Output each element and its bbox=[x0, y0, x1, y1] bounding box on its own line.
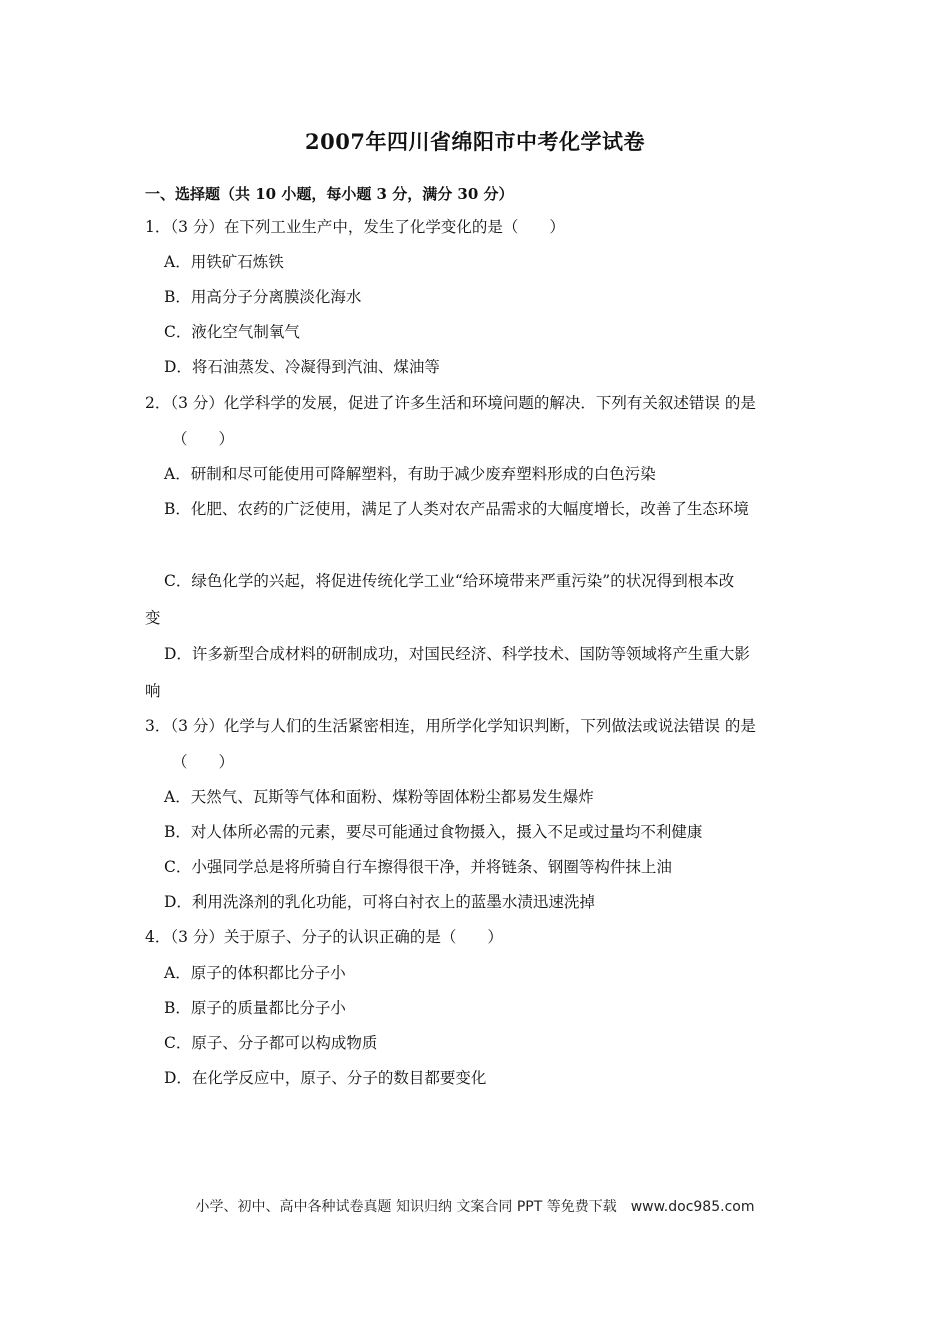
section-heading: 一、选择题（共 10 小题，每小题 3 分，满分 30 分） bbox=[145, 185, 514, 203]
question-2-option-c: C．绿色化学的兴起，将促进传统化学工业“给环境带来严重污染”的状况得到根本改 bbox=[164, 572, 735, 590]
question-3-option-a: A．天然气、瓦斯等气体和面粉、煤粉等固体粉尘都易发生爆炸 bbox=[164, 788, 594, 806]
question-4-option-c: C．原子、分子都可以构成物质 bbox=[164, 1034, 378, 1052]
exam-title: 2007年四川省绵阳市中考化学试卷 bbox=[305, 129, 645, 154]
question-2-option-d-cont: 响 bbox=[145, 682, 161, 700]
question-4-option-a: A．原子的体积都比分子小 bbox=[164, 964, 346, 982]
question-4-option-b: B．原子的质量都比分子小 bbox=[164, 999, 346, 1017]
question-3-stem: 3．（3 分）化学与人们的生活紧密相连，用所学化学知识判断，下列做法或说法错误 的是 bbox=[145, 717, 756, 735]
question-2-stem-cont: （ ） bbox=[172, 430, 235, 448]
question-1-option-a: A．用铁矿石炼铁 bbox=[164, 253, 284, 271]
question-2-option-c-cont: 变 bbox=[145, 609, 161, 627]
question-4-option-d: D．在化学反应中，原子、分子的数目都要变化 bbox=[164, 1069, 487, 1087]
question-2-option-d: D．许多新型合成材料的研制成功，对国民经济、科学技术、国防等领域将产生重大影 bbox=[164, 645, 750, 663]
question-1-option-d: D．将石油蒸发、冷凝得到汽油、煤油等 bbox=[164, 358, 440, 376]
question-1-option-b: B．用高分子分离膜淡化海水 bbox=[164, 288, 362, 306]
question-1-stem: 1．（3 分）在下列工业生产中，发生了化学变化的是（ ） bbox=[145, 218, 565, 236]
question-2-option-a: A．研制和尽可能使用可降解塑料，有助于减少废弃塑料形成的白色污染 bbox=[164, 465, 656, 483]
question-4-stem: 4．（3 分）关于原子、分子的认识正确的是（ ） bbox=[145, 928, 503, 946]
question-2-stem: 2．（3 分）化学科学的发展，促进了许多生活和环境问题的解决．下列有关叙述错误 的是 bbox=[145, 394, 756, 412]
question-3-option-b: B．对人体所必需的元素，要尽可能通过食物摄入，摄入不足或过量均不利健康 bbox=[164, 823, 703, 841]
footer-text: 小学、初中、高中各种试卷真题 知识归纳 文案合同 PPT 等免费下载 www.doc985.com bbox=[195, 1199, 755, 1215]
question-3-stem-cont: （ ） bbox=[172, 753, 235, 771]
question-1-option-c: C．液化空气制氧气 bbox=[164, 323, 300, 341]
question-3-option-d: D．利用洗涤剂的乳化功能，可将白衬衣上的蓝墨水渍迅速洗掉 bbox=[164, 893, 595, 911]
question-2-option-b: B．化肥、农药的广泛使用，满足了人类对农产品需求的大幅度增长，改善了生态环境 bbox=[164, 500, 749, 518]
question-3-option-c: C．小强同学总是将所骑自行车擦得很干净，并将链条、钢圈等构件抹上油 bbox=[164, 858, 672, 876]
